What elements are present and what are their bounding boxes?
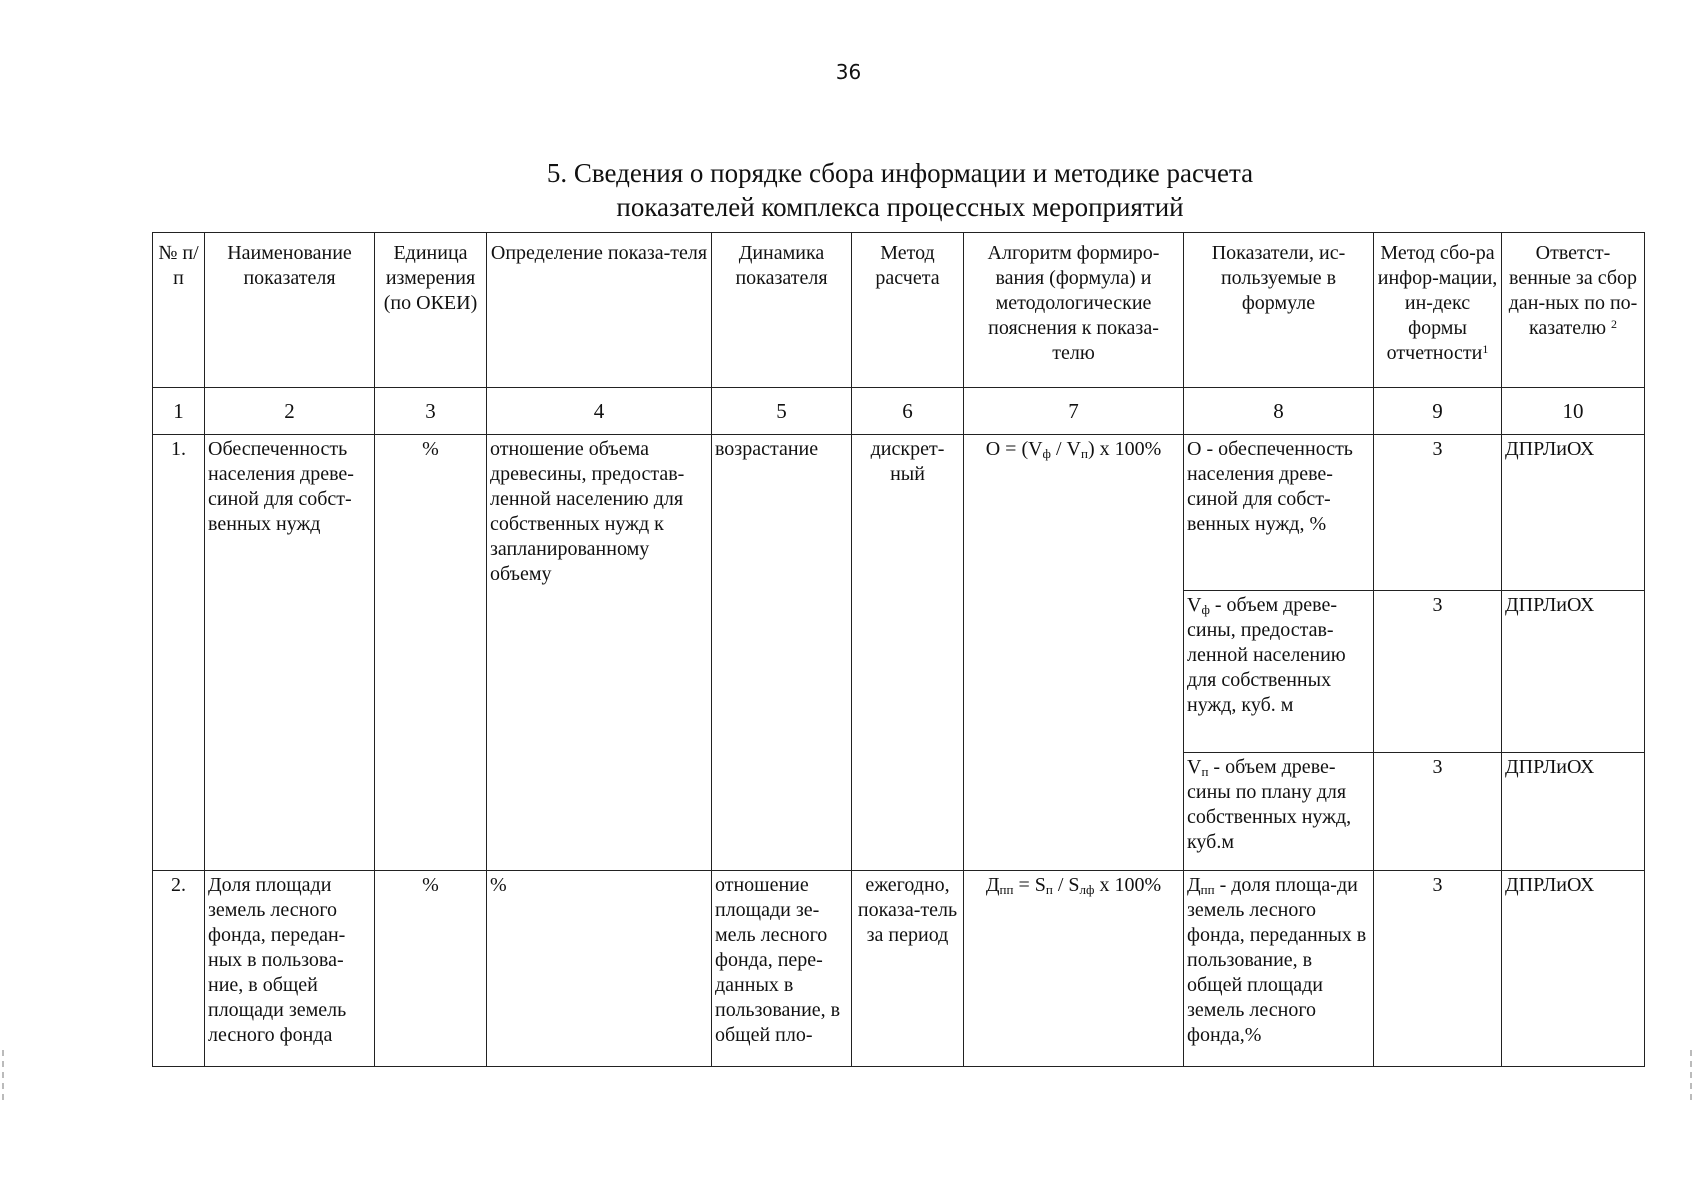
calc-method: ежегодно, показа-тель за период <box>852 871 964 1067</box>
collection-method: 3 <box>1374 435 1502 591</box>
formula-subscript: п <box>1080 446 1088 461</box>
responsible-unit: ДПРЛиОХ <box>1502 871 1645 1067</box>
header-definition: Определение показа-теля <box>487 233 712 388</box>
unit: % <box>375 435 487 871</box>
formula <box>964 871 1184 1067</box>
formula-part: O = (V <box>985 438 1043 460</box>
scan-edge-mark-left <box>2 1050 6 1100</box>
page-number: 36 <box>835 60 862 84</box>
title-line-2: показателей комплекса процессных мероприятий <box>616 192 1184 222</box>
header-responsible <box>1502 233 1645 388</box>
formula-subscript: п <box>1045 882 1053 897</box>
formula-variable: O - обеспеченность населения древе-синой для собст-венных нужд, % <box>1184 435 1374 591</box>
column-numbers-row <box>153 388 1645 435</box>
header-number: № п/п <box>153 233 205 388</box>
variable-subscript: ф <box>1201 602 1210 617</box>
unit: % <box>375 871 487 1067</box>
responsible-unit: ДПРЛиОХ <box>1502 591 1645 753</box>
header-row <box>153 233 1645 388</box>
title-line-1: 5. Сведения о порядке сбора информации и методике расчета <box>546 158 1254 188</box>
column-number: 8 <box>1184 388 1374 435</box>
document-title <box>250 156 1550 224</box>
header-responsible-text: Ответст-венные за сбор дан-ных по по-казателю <box>1508 242 1638 339</box>
variable-symbol: V <box>1187 756 1202 778</box>
header-collection-method <box>1374 233 1502 388</box>
column-number: 2 <box>205 388 375 435</box>
collection-method: 3 <box>1374 871 1502 1067</box>
collection-method: 3 <box>1374 591 1502 753</box>
formula-part: Д <box>985 874 1000 896</box>
row-number: 2. <box>153 871 205 1067</box>
responsible-unit: ДПРЛиОХ <box>1502 435 1645 591</box>
header-dynamics: Динамика показателя <box>712 233 852 388</box>
formula <box>964 435 1184 871</box>
column-number: 7 <box>964 388 1184 435</box>
header-calc-method: Метод расчета <box>852 233 964 388</box>
formula-part: x 100% <box>1094 874 1162 896</box>
table-row <box>153 435 1645 591</box>
column-number: 1 <box>153 388 205 435</box>
header-unit: Единица измерения (по ОКЕИ) <box>375 233 487 388</box>
formula-subscript: пп <box>999 882 1014 897</box>
column-number: 6 <box>852 388 964 435</box>
formula-subscript: лф <box>1079 882 1095 897</box>
variable-symbol: Д <box>1187 874 1201 896</box>
formula-variable <box>1184 591 1374 753</box>
variable-description: - объем древе-сины по плану для собственных нужд, куб.м <box>1187 756 1352 853</box>
column-number: 4 <box>487 388 712 435</box>
dynamics: возрастание <box>712 435 852 871</box>
variable-description: - доля площа-ди земель лесного фонда, переданных в пользование, в общей площади земель лесного фонда,% <box>1187 874 1367 1046</box>
column-number: 10 <box>1502 388 1645 435</box>
formula-part: ) x 100% <box>1087 438 1162 460</box>
definition: отношение объема древесины, предостав-ленной населению для собственных нужд к запланированному объему <box>487 435 712 871</box>
header-algorithm: Алгоритм формиро-вания (формула) и методологические пояснения к показа-телю <box>964 233 1184 388</box>
column-number: 9 <box>1374 388 1502 435</box>
column-number: 5 <box>712 388 852 435</box>
header-collection-method-text: Метод сбо-ра инфор-мации, ин-декс формы отчетности <box>1377 242 1498 364</box>
variable-subscript: пп <box>1200 882 1215 897</box>
definition: % <box>487 871 712 1067</box>
formula-variable <box>1184 871 1374 1067</box>
indicator-name: Обеспеченность населения древе-синой для собст-венных нужд <box>205 435 375 871</box>
formula-part: / V <box>1050 438 1081 460</box>
footnote-mark-1: 1 <box>1482 342 1489 356</box>
collection-method: 3 <box>1374 753 1502 871</box>
column-number: 3 <box>375 388 487 435</box>
formula-subscript: ф <box>1042 446 1051 461</box>
table-row <box>153 871 1645 1067</box>
indicators-table <box>152 232 1645 1067</box>
variable-subscript: п <box>1201 764 1209 779</box>
variable-symbol: V <box>1187 594 1202 616</box>
dynamics: отношение площади зе-мель лесного фонда, пере-данных в пользование, в общей пло- <box>712 871 852 1067</box>
header-formula-variables: Показатели, ис-пользуемые в формуле <box>1184 233 1374 388</box>
row-number: 1. <box>153 435 205 871</box>
calc-method: дискрет-ный <box>852 435 964 871</box>
formula-part: / S <box>1052 874 1080 896</box>
formula-variable <box>1184 753 1374 871</box>
variable-description: - объем древе-сины, предостав-ленной населению для собственных нужд, куб. м <box>1187 594 1346 716</box>
scan-edge-mark-right <box>1690 1050 1694 1100</box>
footnote-mark-2: 2 <box>1611 317 1618 331</box>
header-indicator-name: Наименование показателя <box>205 233 375 388</box>
responsible-unit: ДПРЛиОХ <box>1502 753 1645 871</box>
formula-part: = S <box>1013 874 1046 896</box>
indicator-name: Доля площади земель лесного фонда, передан-ных в пользова-ние, в общей площади земель лесного фонда <box>205 871 375 1067</box>
